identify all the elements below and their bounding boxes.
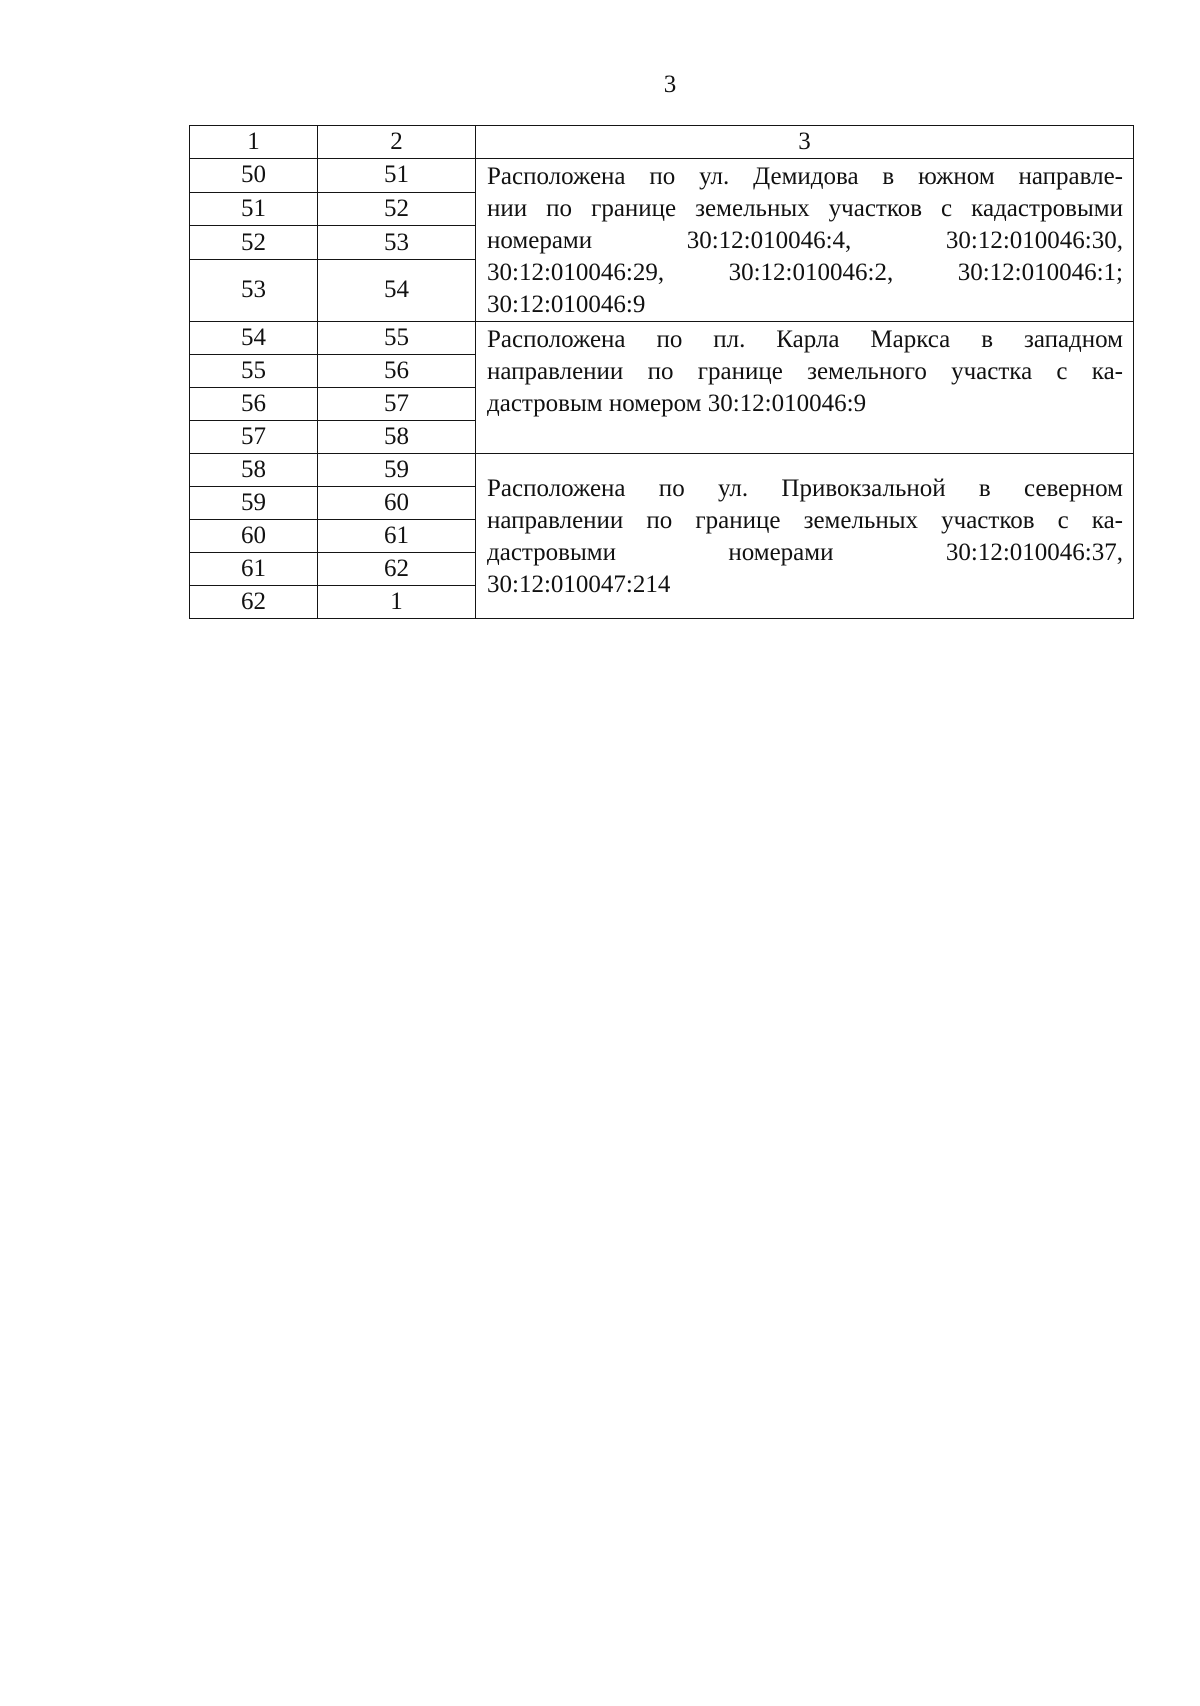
point-to: 58 — [318, 421, 476, 454]
point-to: 56 — [318, 355, 476, 388]
point-to: 60 — [318, 487, 476, 520]
point-from: 55 — [190, 355, 318, 388]
point-from: 59 — [190, 487, 318, 520]
point-to: 54 — [318, 259, 476, 321]
header-col-1: 1 — [190, 126, 318, 159]
description-line: 30:12:010046:29, 30:12:010046:2, 30:12:010046:1; — [487, 259, 1123, 286]
description-line: номерами 30:12:010046:4, 30:12:010046:30, — [487, 227, 1123, 254]
table-row — [190, 322, 1134, 355]
point-to: 53 — [318, 226, 476, 260]
table-row — [190, 454, 1134, 487]
segment-description — [476, 322, 1134, 454]
segment-description — [476, 454, 1134, 619]
header-col-2: 2 — [318, 126, 476, 159]
boundary-table — [189, 125, 1134, 619]
description-line: Расположена по ул. Привокзальной в северном — [487, 475, 1123, 502]
header-col-3: 3 — [476, 126, 1134, 159]
point-from: 60 — [190, 520, 318, 553]
point-from: 51 — [190, 192, 318, 226]
segment-description — [476, 159, 1134, 322]
point-from: 56 — [190, 388, 318, 421]
table-row — [190, 159, 1134, 193]
point-to: 55 — [318, 322, 476, 355]
point-from: 58 — [190, 454, 318, 487]
description-line: направлении по границе земельных участков с ка- — [487, 507, 1123, 534]
point-to: 59 — [318, 454, 476, 487]
point-from: 61 — [190, 553, 318, 586]
description-line: направлении по границе земельного участка с ка- — [487, 358, 1123, 385]
point-from: 54 — [190, 322, 318, 355]
description-line: Расположена по ул. Демидова в южном направле- — [487, 163, 1123, 190]
description-line: 30:12:010047:214 — [487, 571, 671, 598]
description-line: 30:12:010046:9 — [487, 291, 646, 318]
point-to: 62 — [318, 553, 476, 586]
page-number: 3 — [663, 71, 677, 98]
description-line: дастровыми номерами 30:12:010046:37, — [487, 539, 1123, 566]
description-line: нии по границе земельных участков с кадастровыми — [487, 195, 1123, 222]
point-to: 61 — [318, 520, 476, 553]
description-line: дастровым номером 30:12:010046:9 — [487, 390, 867, 417]
point-from: 57 — [190, 421, 318, 454]
point-to: 1 — [318, 586, 476, 619]
point-from: 62 — [190, 586, 318, 619]
point-to: 57 — [318, 388, 476, 421]
table-header-row — [190, 126, 1134, 159]
point-to: 51 — [318, 159, 476, 193]
point-to: 52 — [318, 192, 476, 226]
point-from: 52 — [190, 226, 318, 260]
point-from: 53 — [190, 259, 318, 321]
point-from: 50 — [190, 159, 318, 193]
description-line: Расположена по пл. Карла Маркса в западном — [487, 326, 1123, 353]
